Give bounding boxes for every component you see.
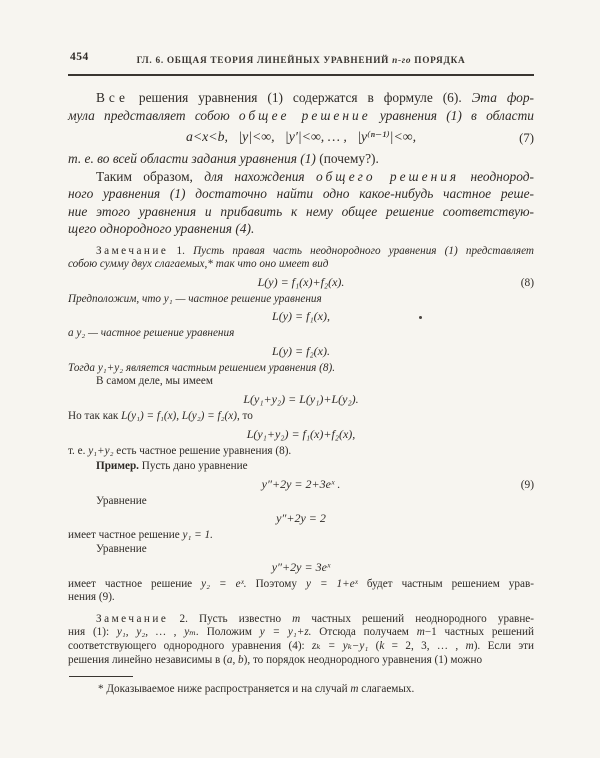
example-label: Пример. xyxy=(96,460,139,473)
paragraph-line: щего однородного уравнения (4). xyxy=(68,221,255,236)
footnote-rule xyxy=(69,676,133,677)
equation-body: L(y) = f₁(x), xyxy=(272,309,330,324)
equation-body: L(y) = f₂(x). xyxy=(272,343,330,358)
equation-number: (8) xyxy=(520,276,534,289)
page-header xyxy=(68,50,534,76)
equation-row xyxy=(68,309,534,324)
equation-row xyxy=(68,560,534,575)
remark-2 xyxy=(68,613,534,667)
equation-body: L(y) = f₁(x)+f₂(x). xyxy=(257,274,345,289)
remark-line: Замечание 2. Пусть известно m частных решений неоднородного уравне- xyxy=(96,612,534,625)
equation-row-8 xyxy=(68,275,534,290)
equation-body: y″+2y = 2 xyxy=(276,511,326,526)
paragraph-line: ние этого уравнения и прибавить к нему общее решение соответствую- xyxy=(68,203,534,219)
equation-body: L(y₁+y₂) = f₁(x)+f₂(x), xyxy=(246,426,356,441)
remark-line: решения линейно независимы в (a, b), то порядок неоднородного уравнения (1) можно xyxy=(68,653,483,666)
chapter-title-order-var: n-го xyxy=(392,56,412,66)
equation-number: (7) xyxy=(519,131,534,145)
example-line: нения (9). xyxy=(68,591,115,604)
equation-body: L(y₁+y₂) = L(y₁)+L(y₂). xyxy=(243,392,359,407)
equation-number: (9) xyxy=(520,478,534,491)
example-line: Пример. Пусть дано уравнение xyxy=(96,460,248,473)
remark-line: а y₂ — частное решение уравнения xyxy=(68,327,235,340)
example-line: Уравнение xyxy=(96,494,147,507)
remark-line: Тогда y₁+y₂ является частным решением уравнения (8). xyxy=(68,361,336,374)
equation-row-9 xyxy=(68,477,534,492)
remark-line: Замечание 1. Пусть правая часть неоднородного уравнения (1) представляет xyxy=(96,244,534,257)
equation-row xyxy=(68,511,534,526)
equation-body: a<x<b, |y|<∞, |y′|<∞, … , |y⁽ⁿ⁻¹⁾|<∞, xyxy=(185,129,417,144)
remark-line: соответствующего однородного уравнения (4): zₖ = yₖ−y₁ (k = 2, 3, … , m). Если эти xyxy=(68,640,535,652)
equation-row xyxy=(68,392,534,407)
footnote-text: * Доказываемое ниже распространяется и на случай m слагаемых. xyxy=(98,683,415,696)
example-block xyxy=(68,460,534,605)
equation-row xyxy=(68,427,534,442)
paragraph-line: Таким образом, для нахождения общего решения неоднород- xyxy=(96,168,535,184)
paragraph-line: т. е. во всей области задания уравнения (1) (почему?). xyxy=(68,151,379,166)
paragraph-line: мула представляет собою общее решение уравнения (1) в области xyxy=(68,107,534,123)
example-line: имеет частное решение y₂ = eˣ. Поэтому y = 1+eˣ будет частным решением урав- xyxy=(68,577,534,590)
scan-artifact-dot xyxy=(419,316,422,319)
page-number: 454 xyxy=(70,51,89,63)
equation-row-7 xyxy=(68,128,534,146)
paragraph-line: Все решения уравнения (1) содержатся в формуле (6). Эта фор- xyxy=(96,90,535,105)
equation-body: y″+2y = 2+3eˣ . xyxy=(261,476,341,491)
remark-line: Предположим, что y₁ — частное решение уравнения xyxy=(68,292,322,305)
example-line: имеет частное решение y₁ = 1. xyxy=(68,529,213,542)
remark-line: В самом деле, мы имеем xyxy=(96,375,213,388)
remark-line: ния (1): y₁, y₂, … , yₘ. Положим y = y₁+z. Отсюда получаем m−1 частных решений xyxy=(68,626,535,639)
example-line: Уравнение xyxy=(96,543,147,556)
equation-body: y″+2y = 3eˣ xyxy=(271,559,331,574)
remark-line: т. е. y₁+y₂ есть частное решение уравнения (8). xyxy=(68,444,292,457)
remark-line: Но так как L(y₁) = f₁(x), L(y₂) = f₂(x), то xyxy=(68,410,253,423)
equation-row xyxy=(68,344,534,359)
chapter-title: ГЛ. 6. ОБЩАЯ ТЕОРИЯ ЛИНЕЙНЫХ УРАВНЕНИЙ n-го ПОРЯДКА xyxy=(136,56,466,66)
remark-line: собою сумму двух слагаемых,* так что оно имеет вид xyxy=(68,258,329,271)
paragraph-line: ного уравнения (1) достаточно найти одно какое-нибудь частное реше- xyxy=(68,186,534,201)
main-text xyxy=(68,89,534,238)
remark-1 xyxy=(68,245,534,459)
